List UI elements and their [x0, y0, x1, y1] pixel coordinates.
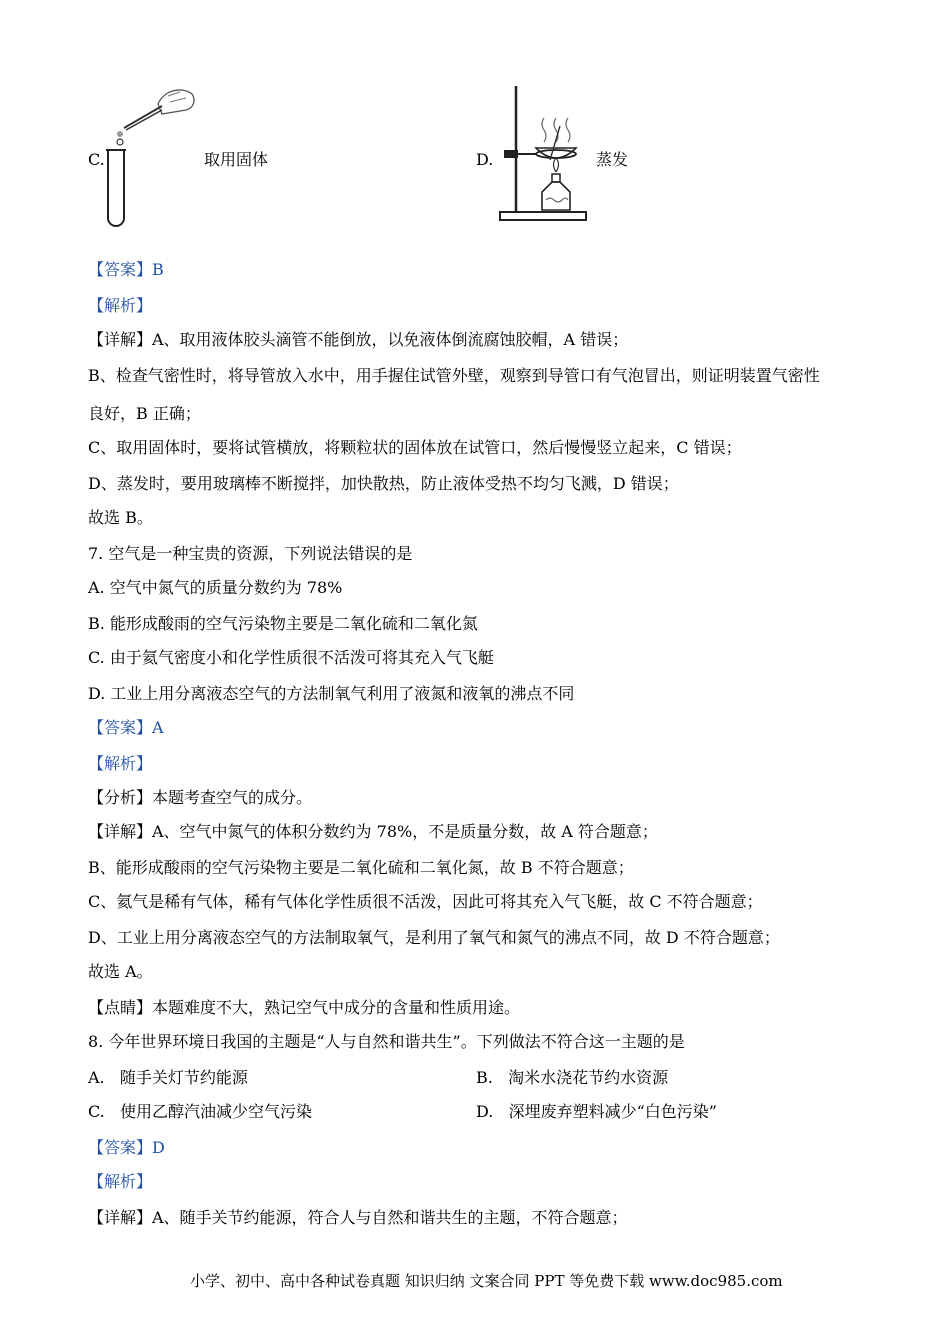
q8-option-b-text: 淘米水浇花节约水资源 [508, 1068, 669, 1087]
q7-option-b: B. 能形成酸雨的空气污染物主要是二氧化硫和二氧化氮 [88, 614, 478, 633]
q6-detail-d: D、蒸发时，要用玻璃棒不断搅拌，加快散热，防止液体受热不均匀飞溅，D 错误； [88, 474, 679, 493]
option-c-caption: 取用固体 [204, 150, 269, 169]
option-d-caption: 蒸发 [596, 150, 629, 169]
q7-fenxi: 【分析】本题考查空气的成分。 [88, 788, 313, 807]
q7-comment: 【点睛】本题难度不大，熟记空气中成分的含量和性质用途。 [88, 998, 521, 1017]
q7-detail-b: B、能形成酸雨的空气污染物主要是二氧化硫和二氧化氮，故 B 不符合题意； [88, 858, 634, 877]
q7-answer: 【答案】A [88, 718, 164, 737]
q7-option-c: C. 由于氦气密度小和化学性质很不活泼可将其充入气飞艇 [88, 648, 494, 667]
q8-option-c [88, 1102, 312, 1122]
q6-detail-b1: B、检查气密性时，将导管放入水中，用手握住试管外壁，观察到导管口有气泡冒出，则证明装置气密性 [88, 366, 820, 385]
q6-detail-a: 【详解】A、取用液体胶头滴管不能倒放，以免液体倒流腐蚀胶帽，A 错误； [88, 330, 629, 349]
q7-analysis: 【解析】 [88, 754, 153, 773]
q8-option-c-letter: C. [88, 1102, 105, 1121]
q8-analysis: 【解析】 [88, 1172, 153, 1191]
q7-detail-d: D、工业上用分离液态空气的方法制取氧气，是利用了氧气和氮气的沸点不同，故 D 不符合题意； [88, 928, 780, 947]
q7-option-a: A. 空气中氮气的质量分数约为 78% [88, 578, 343, 597]
q8-detail-a: 【详解】A、随手关节约能源，符合人与自然和谐共生的主题，不符合题意； [88, 1208, 628, 1227]
page-footer: 小学、初中、高中各种试卷真题 知识归纳 文案合同 PPT 等免费下载 www.doc985.com [190, 1272, 783, 1290]
q6-analysis: 【解析】 [88, 296, 153, 315]
q8-option-a-text: 随手关灯节约能源 [119, 1068, 248, 1087]
option-d-letter: D. [476, 150, 494, 169]
q7-stem: 7. 空气是一种宝贵的资源，下列说法错误的是 [88, 544, 413, 563]
q8-option-a [88, 1068, 248, 1088]
q7-option-d: D. 工业上用分离液态空气的方法制氧气利用了液氮和液氧的沸点不同 [88, 684, 575, 703]
q8-option-b-letter: B. [476, 1068, 493, 1087]
q8-option-a-letter: A. [88, 1068, 105, 1087]
q8-option-d [476, 1102, 717, 1122]
test-tube-tweezers-figure [102, 84, 198, 230]
q6-choice: 故选 B。 [88, 508, 153, 527]
q6-answer: 【答案】B [88, 260, 164, 279]
q7-detail-a: 【详解】A、空气中氮气的体积分数约为 78%，不是质量分数，故 A 符合题意； [88, 822, 658, 841]
q8-stem: 8. 今年世界环境日我国的主题是“人与自然和谐共生”。下列做法不符合这一主题的是 [88, 1032, 685, 1051]
q7-choice: 故选 A。 [88, 962, 153, 981]
q8-option-d-text: 深埋废弃塑料减少“白色污染” [508, 1102, 717, 1121]
q8-option-c-text: 使用乙醇汽油减少空气污染 [120, 1102, 313, 1121]
option-c-letter: C. [88, 150, 105, 169]
q8-answer: 【答案】D [88, 1138, 165, 1157]
q6-detail-b2: 良好，B 正确； [88, 404, 201, 423]
q6-detail-c: C、取用固体时，要将试管横放，将颗粒状的固体放在试管口，然后慢慢竖立起来，C 错误； [88, 438, 742, 457]
q8-option-b [476, 1068, 668, 1088]
q7-detail-c: C、氦气是稀有气体，稀有气体化学性质很不活泼，因此可将其充入气飞艇，故 C 不符合题意； [88, 892, 763, 911]
q8-option-d-letter: D. [476, 1102, 494, 1121]
evaporation-apparatus-figure [498, 82, 592, 224]
